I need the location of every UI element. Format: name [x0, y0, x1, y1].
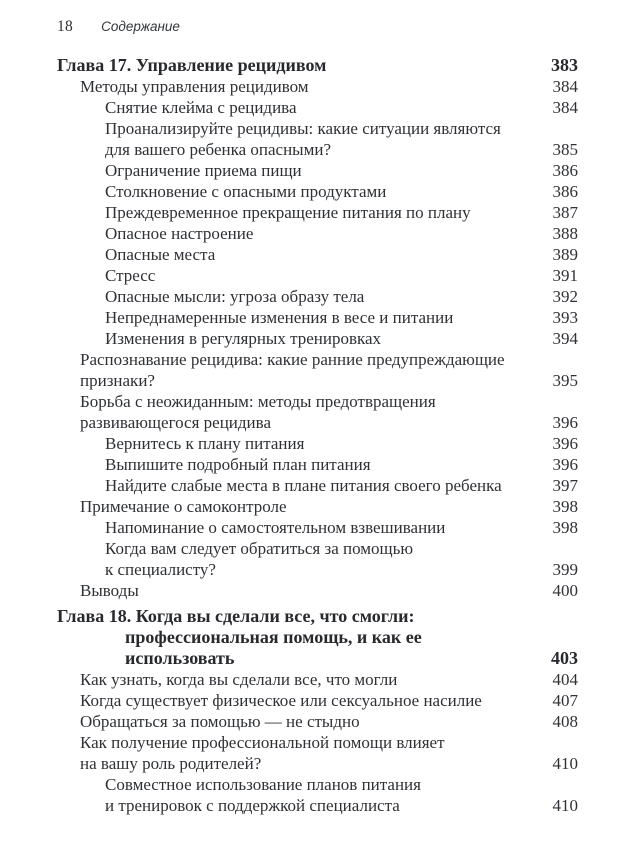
toc-entry-title — [57, 160, 302, 181]
toc-entry-page: 389 — [552, 245, 578, 264]
toc-entry-title — [57, 690, 482, 711]
toc-entry-line: Стресс — [105, 266, 156, 285]
toc-entry-line: Методы управления рецидивом — [80, 77, 309, 96]
toc-entry-line: для вашего ребенка опасными? — [105, 140, 332, 159]
toc-entry-line: Как получение профессиональной помощи влияет — [80, 733, 445, 752]
toc-entry-line: и тренировок с поддержкой специалиста — [105, 796, 400, 815]
toc-entry-page: 393 — [552, 308, 578, 327]
running-header — [57, 18, 578, 38]
toc-entry-page: 398 — [552, 497, 578, 516]
toc-entry-line: Столкновение с опасными продуктами — [105, 182, 387, 201]
toc-entry-page: 410 — [552, 754, 578, 773]
toc-entry-page: 408 — [552, 712, 578, 731]
toc-entry-line: профессиональная помощь, и как ее — [125, 627, 422, 647]
toc-entry-title — [57, 349, 505, 391]
toc-entry-line: Напоминание о самостоятельном взвешивании — [105, 518, 446, 537]
toc-entry-title — [57, 181, 386, 202]
toc-entry-title — [57, 223, 253, 244]
toc-entry-title — [57, 76, 309, 97]
toc-entry-line: Когда существует физическое или сексуальное насилие — [80, 691, 482, 710]
page-number: 18 — [57, 18, 74, 35]
toc-entry-line: Вернитесь к плану питания — [105, 434, 305, 453]
toc-entry-page: 396 — [552, 413, 578, 432]
toc-entry-page: 396 — [552, 434, 578, 453]
toc-entry-page: 384 — [552, 77, 578, 96]
toc-entry — [57, 517, 578, 538]
toc-entry-title — [57, 97, 297, 118]
toc-entry-title — [57, 118, 501, 160]
toc-entry-page: 388 — [552, 224, 578, 243]
toc-entry — [57, 496, 578, 517]
toc-entry-page: 384 — [552, 98, 578, 117]
toc-entry-title — [57, 307, 453, 328]
toc-entry — [57, 690, 578, 711]
toc-entry — [57, 286, 578, 307]
toc-entry-line: Опасные места — [105, 245, 216, 264]
toc-entry-page: 385 — [552, 140, 578, 159]
toc-entry — [57, 475, 578, 496]
toc-entry-title — [57, 732, 445, 774]
toc-entry-line: признаки? — [80, 371, 155, 390]
toc-entry-title — [57, 580, 139, 601]
toc-entry-title — [57, 454, 371, 475]
toc-list — [57, 55, 578, 816]
toc-entry-line: Снятие клейма с рецидива — [105, 98, 297, 117]
toc-entry — [57, 244, 578, 265]
toc-entry-page: 396 — [552, 455, 578, 474]
toc-entry-title — [57, 606, 422, 669]
toc-entry-line: использовать — [125, 648, 235, 668]
toc-entry — [57, 711, 578, 732]
toc-entry-page: 399 — [552, 560, 578, 579]
toc-entry-title — [57, 286, 364, 307]
toc-entry-line: Опасные мысли: угроза образу тела — [105, 287, 365, 306]
toc-entry — [57, 391, 578, 433]
toc-entry — [57, 669, 578, 690]
toc-entry-page: 391 — [552, 266, 578, 285]
toc-entry-title — [57, 391, 436, 433]
toc-entry — [57, 160, 578, 181]
toc-entry — [57, 76, 578, 97]
toc-entry-page: 387 — [552, 203, 578, 222]
toc-entry-title — [57, 669, 397, 690]
toc-entry — [57, 433, 578, 454]
toc-entry-line: Как узнать, когда вы сделали все, что могли — [80, 670, 398, 689]
toc-entry-line: развивающегося рецидива — [80, 413, 271, 432]
toc-entry-page: 410 — [552, 796, 578, 815]
toc-entry-title — [57, 244, 215, 265]
toc-entry — [57, 328, 578, 349]
toc-entry-line: Выпишите подробный план питания — [105, 455, 371, 474]
toc-entry — [57, 538, 578, 580]
toc-entry-page: 386 — [552, 161, 578, 180]
toc-entry-title — [57, 202, 471, 223]
toc-entry — [57, 307, 578, 328]
toc-entry — [57, 606, 578, 669]
toc-entry-title — [57, 433, 304, 454]
toc-entry-line: Ограничение приема пищи — [105, 161, 302, 180]
toc-entry — [57, 349, 578, 391]
toc-entry-page: 398 — [552, 518, 578, 537]
toc-entry-title — [57, 711, 360, 732]
toc-entry-title — [57, 328, 381, 349]
toc-entry — [57, 223, 578, 244]
toc-entry-title — [57, 538, 413, 580]
running-head-title: Содержание — [101, 19, 180, 34]
toc-entry-line: Непреднамеренные изменения в весе и питании — [105, 308, 454, 327]
toc-entry-page: 392 — [552, 287, 578, 306]
toc-entry-line: Преждевременное прекращение питания по плану — [105, 203, 471, 222]
toc-entry-page: 407 — [552, 691, 578, 710]
toc-entry — [57, 732, 578, 774]
toc-entry-line: Обращаться за помощью — не стыдно — [80, 712, 360, 731]
toc-entry — [57, 580, 578, 601]
toc-entry-title — [57, 475, 502, 496]
toc-entry-line: Глава 17. Управление рецидивом — [57, 55, 327, 75]
toc-entry-line: Выводы — [80, 581, 139, 600]
toc-entry-line: Опасное настроение — [105, 224, 254, 243]
toc-entry-page: 383 — [551, 55, 578, 75]
toc-entry — [57, 97, 578, 118]
toc-entry-line: на вашу роль родителей? — [80, 754, 262, 773]
toc-entry-line: Проанализируйте рецидивы: какие ситуации являются — [105, 119, 501, 138]
toc-entry — [57, 181, 578, 202]
toc-entry-line: Найдите слабые места в плане питания своего ребенка — [105, 476, 502, 495]
toc-entry-title — [57, 517, 445, 538]
toc-entry-line: Распознавание рецидива: какие ранние предупреждающие — [80, 350, 505, 369]
toc-entry — [57, 202, 578, 223]
toc-entry — [57, 265, 578, 286]
toc-entry-title — [57, 496, 287, 517]
toc-entry-line: Изменения в регулярных тренировках — [105, 329, 382, 348]
toc-entry-page: 394 — [552, 329, 578, 348]
toc-entry-page: 397 — [552, 476, 578, 495]
toc-entry-title — [57, 265, 155, 286]
toc-entry-line: Когда вам следует обратиться за помощью — [105, 539, 414, 558]
toc-entry-page: 404 — [552, 670, 578, 689]
toc-entry-line: к специалисту? — [105, 560, 216, 579]
toc-entry-page: 400 — [552, 581, 578, 600]
toc-entry — [57, 55, 578, 76]
toc-entry-page: 395 — [552, 371, 578, 390]
toc-entry-line: Глава 18. Когда вы сделали все, что смогли: — [57, 606, 415, 626]
toc-entry-line: Примечание о самоконтроле — [80, 497, 287, 516]
toc-entry-page: 386 — [552, 182, 578, 201]
toc-entry — [57, 774, 578, 816]
toc-entry — [57, 454, 578, 475]
toc-entry — [57, 118, 578, 160]
toc-entry-page: 403 — [551, 648, 578, 668]
toc-entry-line: Совместное использование планов питания — [105, 775, 421, 794]
toc-entry-line: Борьба с неожиданным: методы предотвращения — [80, 392, 436, 411]
toc-entry-title — [57, 55, 326, 76]
toc-entry-title — [57, 774, 421, 816]
